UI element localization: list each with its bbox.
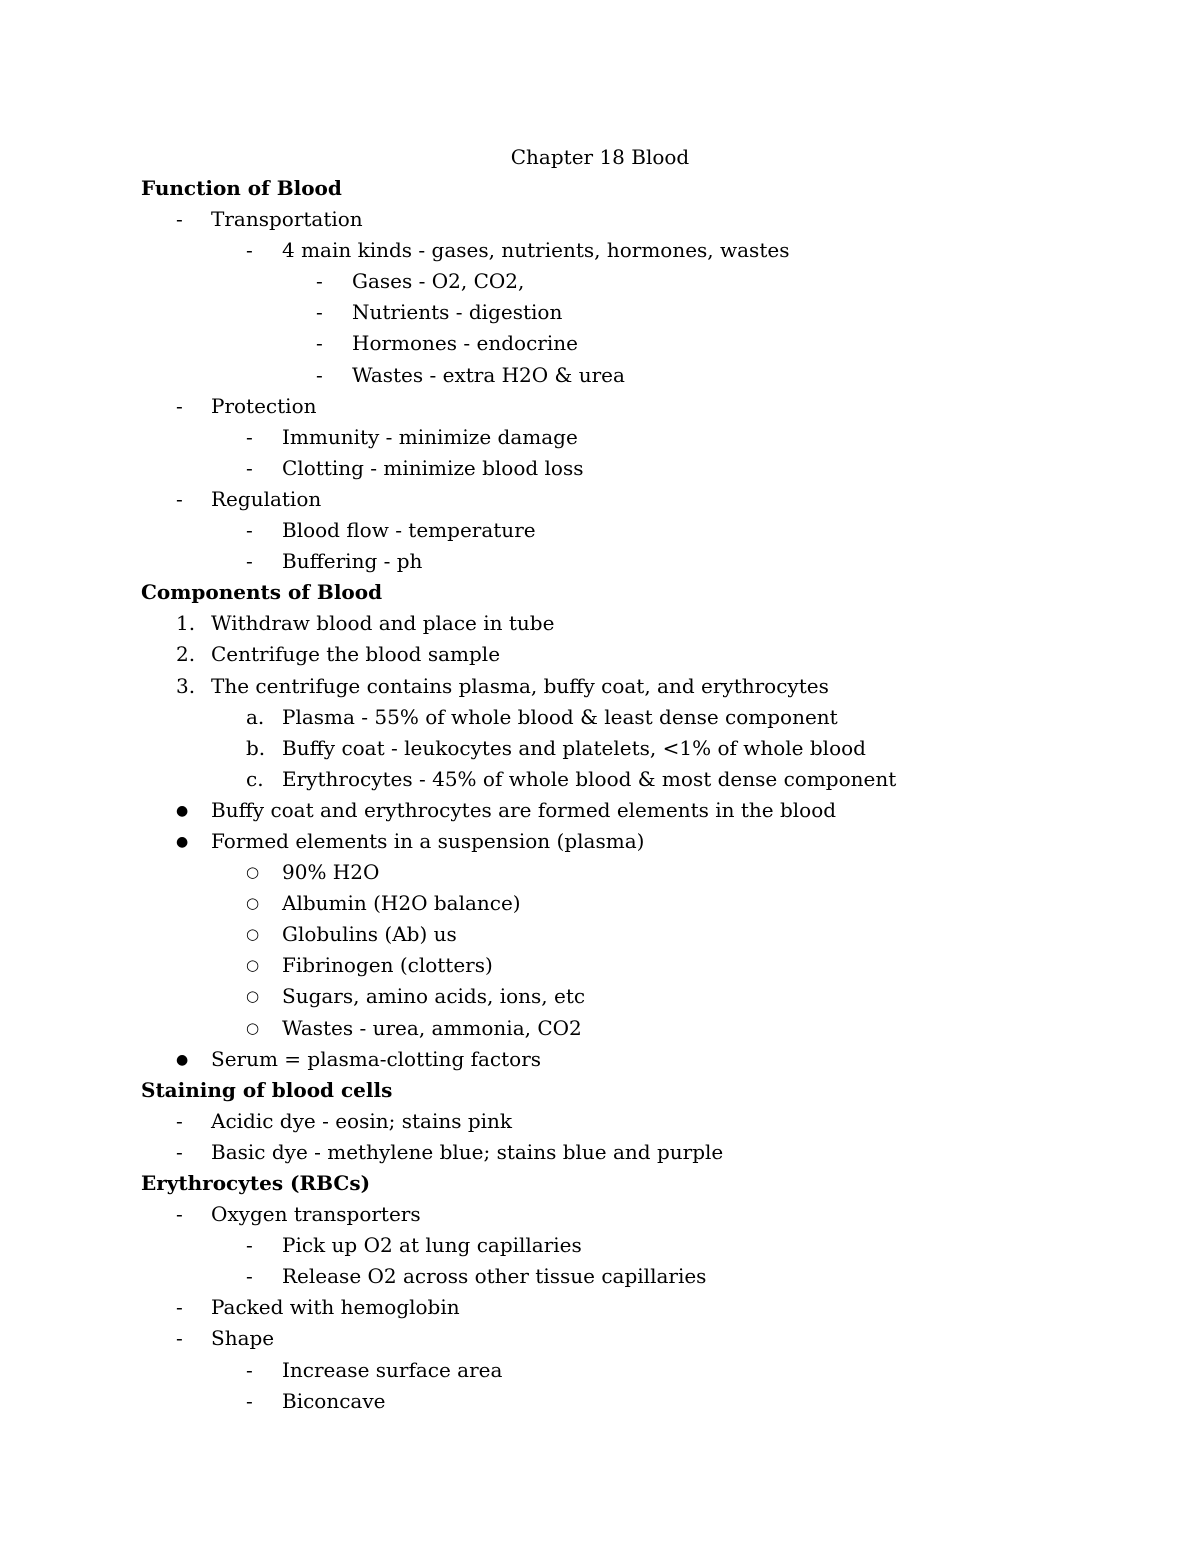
bullet-circle-icon: ○ <box>246 1018 260 1037</box>
dash-marker: - <box>176 1326 183 1351</box>
dash-marker: - <box>176 1108 183 1133</box>
list-item <box>0 765 1200 796</box>
bullet-dot-icon: ● <box>176 1051 189 1068</box>
list-item <box>0 703 1200 734</box>
bullet-circle-icon: ○ <box>246 894 260 913</box>
number-marker: 1. <box>176 611 196 636</box>
list-item <box>0 1014 1200 1045</box>
bullet-dot-icon: ● <box>176 802 189 819</box>
number-marker: 2. <box>176 642 196 667</box>
heading-staining: Staining of blood cells <box>141 1077 393 1102</box>
notes-body <box>0 174 1200 1418</box>
item-text: Wastes - extra H2O & urea <box>352 362 625 387</box>
item-text: Basic dye - methylene blue; stains blue and purple <box>211 1139 724 1164</box>
item-text: Gases - O2, CO2, <box>352 269 525 294</box>
item-text: 90% H2O <box>282 860 380 885</box>
list-item <box>0 889 1200 920</box>
dash-marker: - <box>176 1202 183 1227</box>
dash-marker: - <box>176 1139 183 1164</box>
list-item <box>0 1107 1200 1138</box>
item-text: Fibrinogen (clotters) <box>282 953 493 978</box>
list-item <box>0 516 1200 547</box>
item-text: Transportation <box>211 207 363 232</box>
item-text: Withdraw blood and place in tube <box>211 611 555 636</box>
number-marker: 3. <box>176 673 196 698</box>
dash-marker: - <box>246 455 253 480</box>
list-item <box>0 640 1200 671</box>
list-item <box>0 423 1200 454</box>
letter-marker: a. <box>246 704 265 729</box>
list-item <box>0 672 1200 703</box>
bullet-circle-icon: ○ <box>246 925 260 944</box>
item-text: Release O2 across other tissue capillaries <box>282 1264 707 1289</box>
item-text: Biconcave <box>282 1388 386 1413</box>
list-item <box>0 392 1200 423</box>
item-text: Plasma - 55% of whole blood & least dense component <box>282 704 838 729</box>
dash-marker: - <box>246 424 253 449</box>
dash-marker: - <box>246 1233 253 1258</box>
bullet-circle-icon: ○ <box>246 863 260 882</box>
bullet-circle-icon: ○ <box>246 956 260 975</box>
dash-marker: - <box>176 393 183 418</box>
list-item <box>0 796 1200 827</box>
item-text: Blood flow - temperature <box>282 518 536 543</box>
dash-marker: - <box>246 238 253 263</box>
bullet-circle-icon: ○ <box>246 987 260 1006</box>
list-item <box>0 485 1200 516</box>
dash-marker: - <box>316 300 323 325</box>
item-text: Serum = plasma-clotting factors <box>211 1046 542 1071</box>
heading-function-of-blood: Function of Blood <box>141 176 342 200</box>
item-text: Albumin (H2O balance) <box>282 891 521 916</box>
item-text: Hormones - endocrine <box>352 331 578 356</box>
dash-marker: - <box>316 331 323 356</box>
list-item <box>0 1293 1200 1324</box>
item-text: Buffy coat - leukocytes and platelets, <1% of whole blood <box>282 735 866 760</box>
list-item <box>0 609 1200 640</box>
dash-marker: - <box>316 362 323 387</box>
list-item <box>0 298 1200 329</box>
letter-marker: b. <box>246 735 266 760</box>
list-item <box>0 1045 1200 1076</box>
list-item <box>0 1324 1200 1355</box>
item-text: Oxygen transporters <box>211 1202 421 1227</box>
list-item <box>0 454 1200 485</box>
item-text: Packed with hemoglobin <box>211 1295 460 1320</box>
item-text: Buffy coat and erythrocytes are formed elements in the blood <box>211 797 837 822</box>
item-text: Wastes - urea, ammonia, CO2 <box>282 1015 582 1040</box>
item-text: Formed elements in a suspension (plasma) <box>211 828 645 853</box>
item-text: Increase surface area <box>282 1357 503 1382</box>
list-item <box>0 982 1200 1013</box>
item-text: Nutrients - digestion <box>352 300 563 325</box>
list-item <box>0 236 1200 267</box>
item-text: 4 main kinds - gases, nutrients, hormones, wastes <box>282 238 790 263</box>
heading-components-of-blood: Components of Blood <box>141 580 383 605</box>
item-text: Clotting - minimize blood loss <box>282 455 584 480</box>
item-text: Acidic dye - eosin; stains pink <box>211 1108 513 1133</box>
dash-marker: - <box>246 1264 253 1289</box>
list-item <box>0 858 1200 889</box>
dash-marker: - <box>246 1388 253 1413</box>
list-item <box>0 1387 1200 1418</box>
item-text: Buffering - ph <box>282 549 423 574</box>
bullet-dot-icon: ● <box>176 833 189 850</box>
list-item <box>0 920 1200 951</box>
dash-marker: - <box>246 518 253 543</box>
dash-marker: - <box>176 207 183 232</box>
item-text: Sugars, amino acids, ions, etc <box>282 984 586 1009</box>
list-item <box>0 547 1200 578</box>
item-text: Centrifuge the blood sample <box>211 642 501 667</box>
list-item <box>0 1262 1200 1293</box>
list-item <box>0 734 1200 765</box>
list-item <box>0 361 1200 392</box>
heading-erythrocytes: Erythrocytes (RBCs) <box>141 1171 371 1195</box>
item-text: Globulins (Ab) us <box>282 922 457 947</box>
dash-marker: - <box>246 1357 253 1382</box>
item-text: Protection <box>211 393 317 418</box>
item-text: The centrifuge contains plasma, buffy coat, and erythrocytes <box>211 673 829 698</box>
item-text: Regulation <box>211 486 322 511</box>
dash-marker: - <box>246 549 253 574</box>
list-item <box>0 1231 1200 1262</box>
letter-marker: c. <box>246 766 264 791</box>
list-item <box>0 205 1200 236</box>
list-item <box>0 1356 1200 1387</box>
list-item <box>0 329 1200 360</box>
list-item <box>0 267 1200 298</box>
list-item <box>0 1138 1200 1169</box>
item-text: Pick up O2 at lung capillaries <box>282 1233 582 1258</box>
item-text: Immunity - minimize damage <box>282 424 578 449</box>
list-item <box>0 1200 1200 1231</box>
dash-marker: - <box>176 1295 183 1320</box>
dash-marker: - <box>316 269 323 294</box>
item-text: Shape <box>211 1326 275 1351</box>
page-title: Chapter 18 Blood <box>510 145 690 169</box>
dash-marker: - <box>176 486 183 511</box>
item-text: Erythrocytes - 45% of whole blood & most dense component <box>282 766 897 791</box>
list-item <box>0 827 1200 858</box>
list-item <box>0 951 1200 982</box>
